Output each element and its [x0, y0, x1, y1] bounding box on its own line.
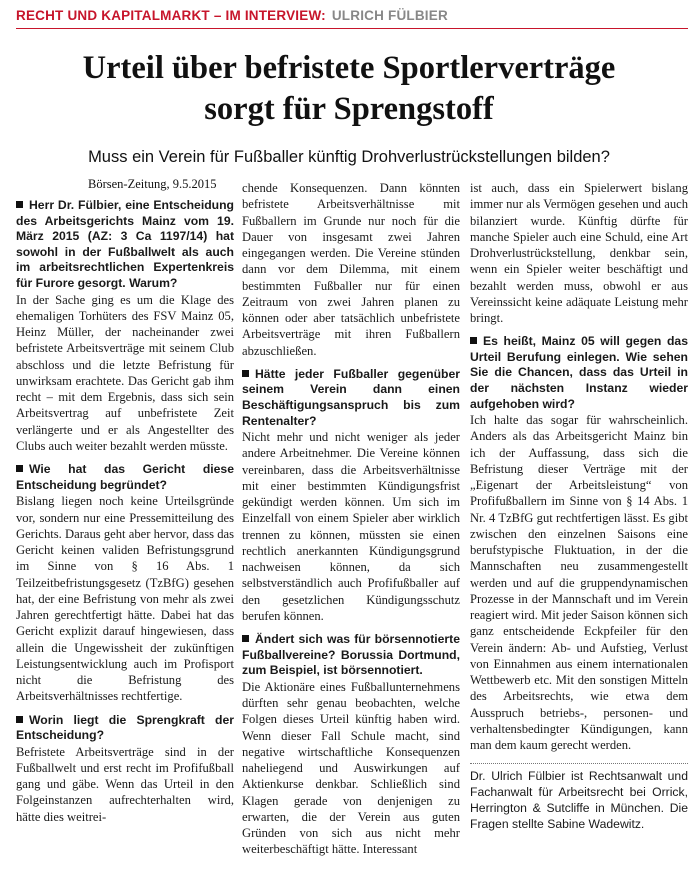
- section-kicker: [16, 6, 688, 29]
- square-bullet-icon: [16, 465, 23, 472]
- headline: [10, 48, 688, 130]
- article-column-2: [242, 180, 460, 858]
- question-2-text: Wie hat das Gericht diese Entscheidung begründet?: [16, 462, 234, 492]
- square-bullet-icon: [242, 635, 249, 642]
- question-4: [242, 367, 460, 429]
- question-6: [470, 334, 688, 412]
- question-3: [16, 713, 234, 744]
- kicker-section-label: RECHT UND KAPITALMARKT – IM INTERVIEW:: [16, 8, 326, 23]
- square-bullet-icon: [16, 716, 23, 723]
- square-bullet-icon: [470, 337, 477, 344]
- headline-line-2: sorgt für Sprengstoff: [204, 91, 494, 127]
- kicker-interviewee-name: ULRICH FÜLBIER: [331, 8, 448, 23]
- author-credit: Dr. Ulrich Fülbier ist Rechtsanwalt und Fachanwalt für Arbeitsrecht bei Orrick, Herrington & Sutcliffe in München. Die Fragen stellte Sabine Wadewitz.: [470, 769, 688, 832]
- answer-5: Die Aktionäre eines Fußballunternehmens dürften sehr genau beobachten, welche Folgen dieses Urteil künftig haben wird. Wenn dieser Fall Schule macht, sind negative wirtschaftliche Konsequenzen naheliegend und Auswirkungen auf Aktienkurse denkbar. Schließlich sind Klagen gerade von denjenigen zu erwarten, die der Verein aus guten Gründen von sich aus nicht mehr weiterbeschäftigt hätte. Interessant: [242, 679, 460, 857]
- article-column-1: [16, 198, 234, 825]
- dotted-divider: [470, 763, 688, 764]
- article-column-3: [470, 180, 688, 832]
- answer-3-continued: chende Konsequenzen. Dann könnten befristete Arbeitsverhältnisse mit Fußballern im Grunde nur noch für die Dauer von insgesamt zwei Jahren eingegangen werden. Die Vereine stünden dann vor dem Dilemma, mit einem bestimmten Fußballer nur für einen Zeitraum von zwei Jahren planen zu können oder aber tatsächlich unbefristete Arbeitsverträge mit ihren Fußballern abzuschließen.: [242, 181, 460, 358]
- answer-5-continued: ist auch, dass ein Spielerwert bislang immer nur als Vermögen gesehen und auch bilanziert wurde. Künftig dürfte für manche Spieler auch eine Schuld, eine Art Drohverlustrückstellung, denkbar sein, wenn ein Spieler weiter beschäftigt und bezahlt werden muss, obwohl er aus Vereinssicht keine adäquate Leistung mehr bringt.: [470, 181, 688, 325]
- answer-6: Ich halte das sogar für wahrscheinlich. Anders als das Arbeitsgericht Mainz bin ich der Auffassung, dass sich die Befristung dieser Verträge mit der „Eigenart der Arbeitsleistung“ von Profifußballern im Sinne von § 14 Abs. 1 Nr. 4 TzBfG gut rechtfertigen lässt. Es gibt zwischen den einzelnen Saisons eine berufstypische Fluktuation, in der die Mannschaften neu zusammengestellt werden und auf die gruppendynamischen Prozesse in der Mannschaft und im Verein reagiert wird. Mit jeder Saison können sich ganz entscheidende Eckpfeiler für den Verein ändern: Ab- und Aufstieg, Verlust von Einnahmen aus einem internationalen Wettbewerb etc. Mit den sonstigen Mitteln des Arbeitsrechts, wie etwa dem Ausspruch betriebs-, personen- und verhaltensbedingter Kündigungen, kann man dem kaum gerecht werden.: [470, 413, 688, 753]
- headline-line-1: Urteil über befristete Sportlerverträge: [82, 50, 616, 86]
- answer-2: Bislang liegen noch keine Urteilsgründe vor, sondern nur eine Pressemitteilung des Gerichts. Daraus geht aber hervor, dass das Gericht keinen validen Befristungsgrund im Sinne von § 16 Abs. 1 Teilzeitbefristungsgesetz (TzBfG) gesehen hat, der eine Befristung von mehr als zwei Jahren gerechtfertigt hätte. Dabei hat das Gericht explizit darauf hingewiesen, dass allein die Ungewissheit der zukünftigen Leistungsentwicklung auch im Profisport nicht die Befristung des Arbeitsverhältnisses rechtfertige.: [16, 494, 234, 704]
- square-bullet-icon: [16, 201, 23, 208]
- question-3-text: Worin liegt die Sprengkraft der Entscheidung?: [16, 712, 234, 743]
- square-bullet-icon: [242, 370, 249, 377]
- question-1: [16, 198, 234, 292]
- question-1-text: Herr Dr. Fülbier, eine Entscheidung des Arbeitsgerichts Mainz vom 19. März 2015 (AZ: 3 Ca 1197/14) hat sowohl in der Fußballwelt als auch im arbeitsrechtlichen Expertenkreis für Furore gesorgt. Warum?: [16, 198, 234, 290]
- dateline: Börsen-Zeitung, 9.5.2015: [88, 177, 217, 191]
- answer-4: Nicht mehr und nicht weniger als jeder andere Arbeitnehmer. Die Vereine können vereinbaren, dass die Arbeitsverhältnisse mit einer bestimmten Kündigungsfrist gekündigt werden können. Um sich im Einzelfall von einem Spieler aber wirklich trennen zu können, müssten sie einen rechtlich anerkannten Kündigungsgrund nachweisen können, da sich selbstverständlich auch Profifußballer auf den gesetzlichen Kündigungsschutz berufen können.: [242, 430, 460, 623]
- subheadline: Muss ein Verein für Fußballer künftig Drohverlustrückstellungen bilden?: [88, 148, 610, 166]
- answer-3: Befristete Arbeitsverträge sind in der Fußballwelt und erst recht im Profifußball gang und gäbe. Wenn das Urteil in den Folgeinstanzen aufrechterhalten wird, hätte dies weitrei-: [16, 744, 234, 824]
- answer-1: In der Sache ging es um die Klage des ehemaligen Torhüters des FSV Mainz 05, Heinz Müller, der nacheinander zwei befristete Arbeitsverträge mit seinem Club abschloss und die letzte Befristung für unwirksam erachtete. Das Gericht gab ihm recht – mit dem Ergebnis, dass sich sein Arbeitsvertrag auf unbefristete Zeit verlängerte und er als Angestellter des Clubs auch weiter bezahlt werden müsste.: [16, 292, 234, 453]
- question-2: [16, 462, 234, 493]
- question-6-text: Es heißt, Mainz 05 will gegen das Urteil Berufung einlegen. Wie sehen Sie die Chancen, dass das Urteil in der nächsten Instanz wieder aufgehoben wird?: [470, 334, 688, 411]
- question-4-text: Hätte jeder Fußballer gegenüber seinem Verein dann einen Beschäftigungsanspruch bis zum Rentenalter?: [242, 366, 460, 428]
- question-5: [242, 632, 460, 679]
- question-5-text: Ändert sich was für börsennotierte Fußballvereine? Borussia Dortmund, zum Beispiel, ist börsennotiert.: [242, 632, 460, 678]
